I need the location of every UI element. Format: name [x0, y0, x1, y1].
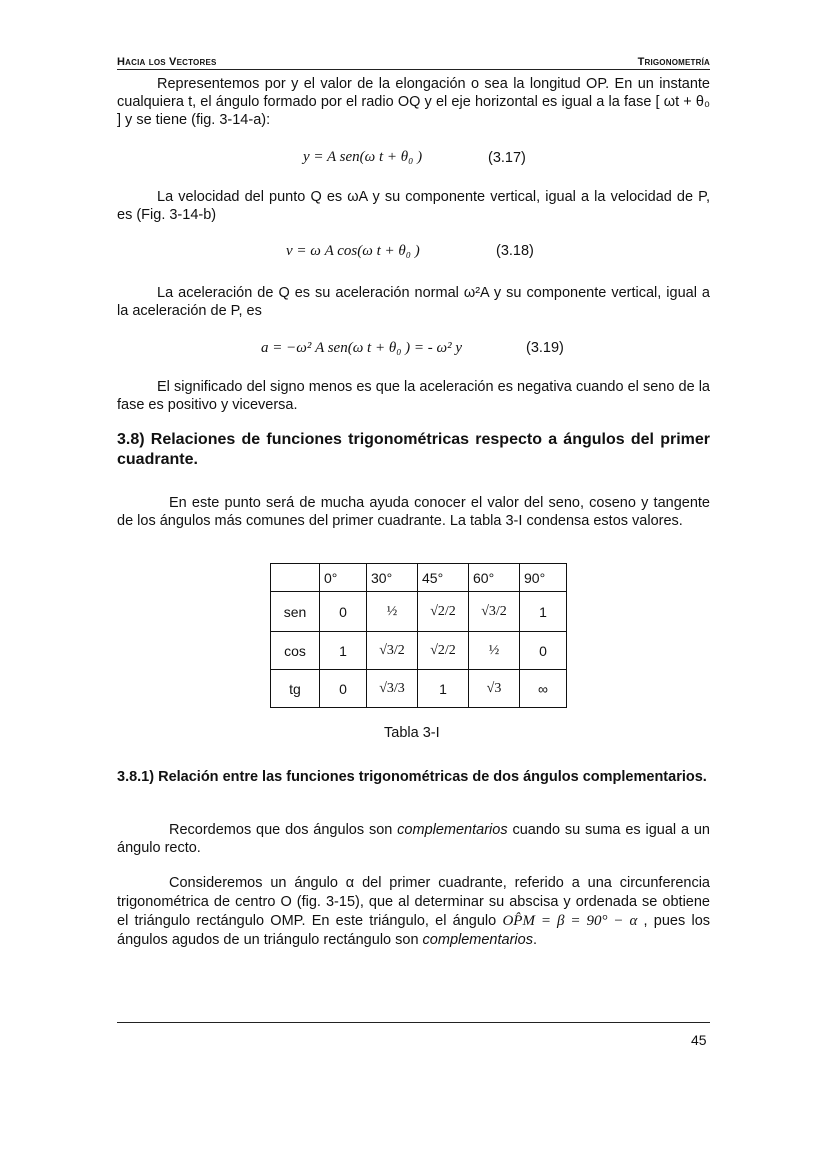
equation-number-3-17: (3.17): [488, 150, 526, 166]
table-cell: √3/2: [367, 632, 418, 670]
table-cell: √2/2: [418, 592, 469, 632]
table-cell: 0: [320, 670, 367, 708]
table-row-label: tg: [271, 670, 320, 708]
page-header: [117, 56, 710, 70]
header-left: Hacia los Vectores: [117, 56, 217, 68]
table-cell: √3: [469, 670, 520, 708]
table-row-label: sen: [271, 592, 320, 632]
table-row-label: cos: [271, 632, 320, 670]
table-cell: 1: [418, 670, 469, 708]
table-caption: Tabla 3-I: [384, 725, 440, 741]
table-cell: 1: [320, 632, 367, 670]
paragraph-complementary-definition: [117, 821, 710, 857]
table-cell: √2/2: [418, 632, 469, 670]
table-cell: 1: [520, 592, 567, 632]
table-cell: 0: [520, 632, 567, 670]
equation-number-3-18: (3.18): [496, 243, 534, 259]
table-header-cell: [271, 564, 320, 592]
table-header-cell: 30°: [367, 564, 418, 592]
table-row: [271, 632, 567, 670]
trig-values-table: [270, 563, 567, 708]
table-cell: ½: [469, 632, 520, 670]
table-cell: 0: [320, 592, 367, 632]
section-title: 3.8) Relaciones de funciones trigonométricas respecto a ángulos del primer cuadrante.: [117, 431, 710, 468]
text-run: .: [532, 932, 537, 948]
equation-number-3-19: (3.19): [526, 340, 564, 356]
subsection-title: 3.8.1) Relación entre las funciones trigonométricas de dos ángulos complementarios.: [117, 769, 707, 785]
table-header-row: [271, 564, 567, 592]
paragraph-first-quadrant-angle: [117, 874, 710, 950]
paragraph-acceleration: La aceleración de Q es su aceleración normal ω²A y su componente vertical, igual a la aceleración de P, es: [117, 285, 710, 319]
table-cell: √3/2: [469, 592, 520, 632]
paragraph-velocity: La velocidad del punto Q es ωA y su componente vertical, igual a la velocidad de P, es (Fig. 3-14-b): [117, 189, 710, 223]
table-header-cell: 90°: [520, 564, 567, 592]
text-run: Consideremos un ángulo α del primer cuadrante, referido a una circunferencia trigonométrica de centro O (fig. 3-15), que al determinar su abscisa y ordenada se obtiene el triángulo rectángulo OMP. En este triángulo, el ángulo: [117, 875, 710, 929]
table-cell: ∞: [520, 670, 567, 708]
table-row: [271, 592, 567, 632]
table-header-cell: 60°: [469, 564, 520, 592]
angle-formula: OP̂M = β = 90° − α: [502, 913, 638, 929]
paragraph-table-intro: En este punto será de mucha ayuda conocer el valor del seno, coseno y tangente de los ángulos más comunes del primer cuadrante. La tabla 3-I condensa estos valores.: [117, 495, 710, 529]
text-run-italic: complementarios: [397, 822, 508, 838]
text-run: Recordemos que dos ángulos son: [169, 822, 398, 838]
paragraph-elongation: Representemos por y el valor de la elongación o sea la longitud OP. En un instante cualquiera t, el ángulo formado por el radio OQ y el eje horizontal es igual a la fase [ ωt + θ₀ ] y se tiene (fig. 3-14-a):: [117, 76, 710, 128]
text-run: cuando su suma es igual a un ángulo recto.: [117, 822, 710, 856]
header-right: Trigonometría: [637, 56, 710, 68]
table-row: [271, 670, 567, 708]
text-run-italic: complementarios: [422, 932, 533, 948]
page-number: 45: [691, 1032, 707, 1048]
table-header-cell: 45°: [418, 564, 469, 592]
table-cell: √3/3: [367, 670, 418, 708]
equation-3-17: y = A sen(ω t + θ₀ ): [303, 149, 423, 165]
equation-3-18: v = ω A cos(ω t + θ₀ ): [286, 243, 420, 259]
table-cell: ½: [367, 592, 418, 632]
footer-divider: [117, 1022, 710, 1023]
equation-3-19: a = −ω² A sen(ω t + θ₀ ) = - ω² y: [261, 340, 463, 356]
text-run: , pues los ángulos agudos de un triángulo rectángulo son: [117, 913, 711, 948]
paragraph-sign-meaning: El significado del signo menos es que la aceleración es negativa cuando el seno de la fase es positivo y viceversa.: [117, 379, 710, 413]
table-header-cell: 0°: [320, 564, 367, 592]
